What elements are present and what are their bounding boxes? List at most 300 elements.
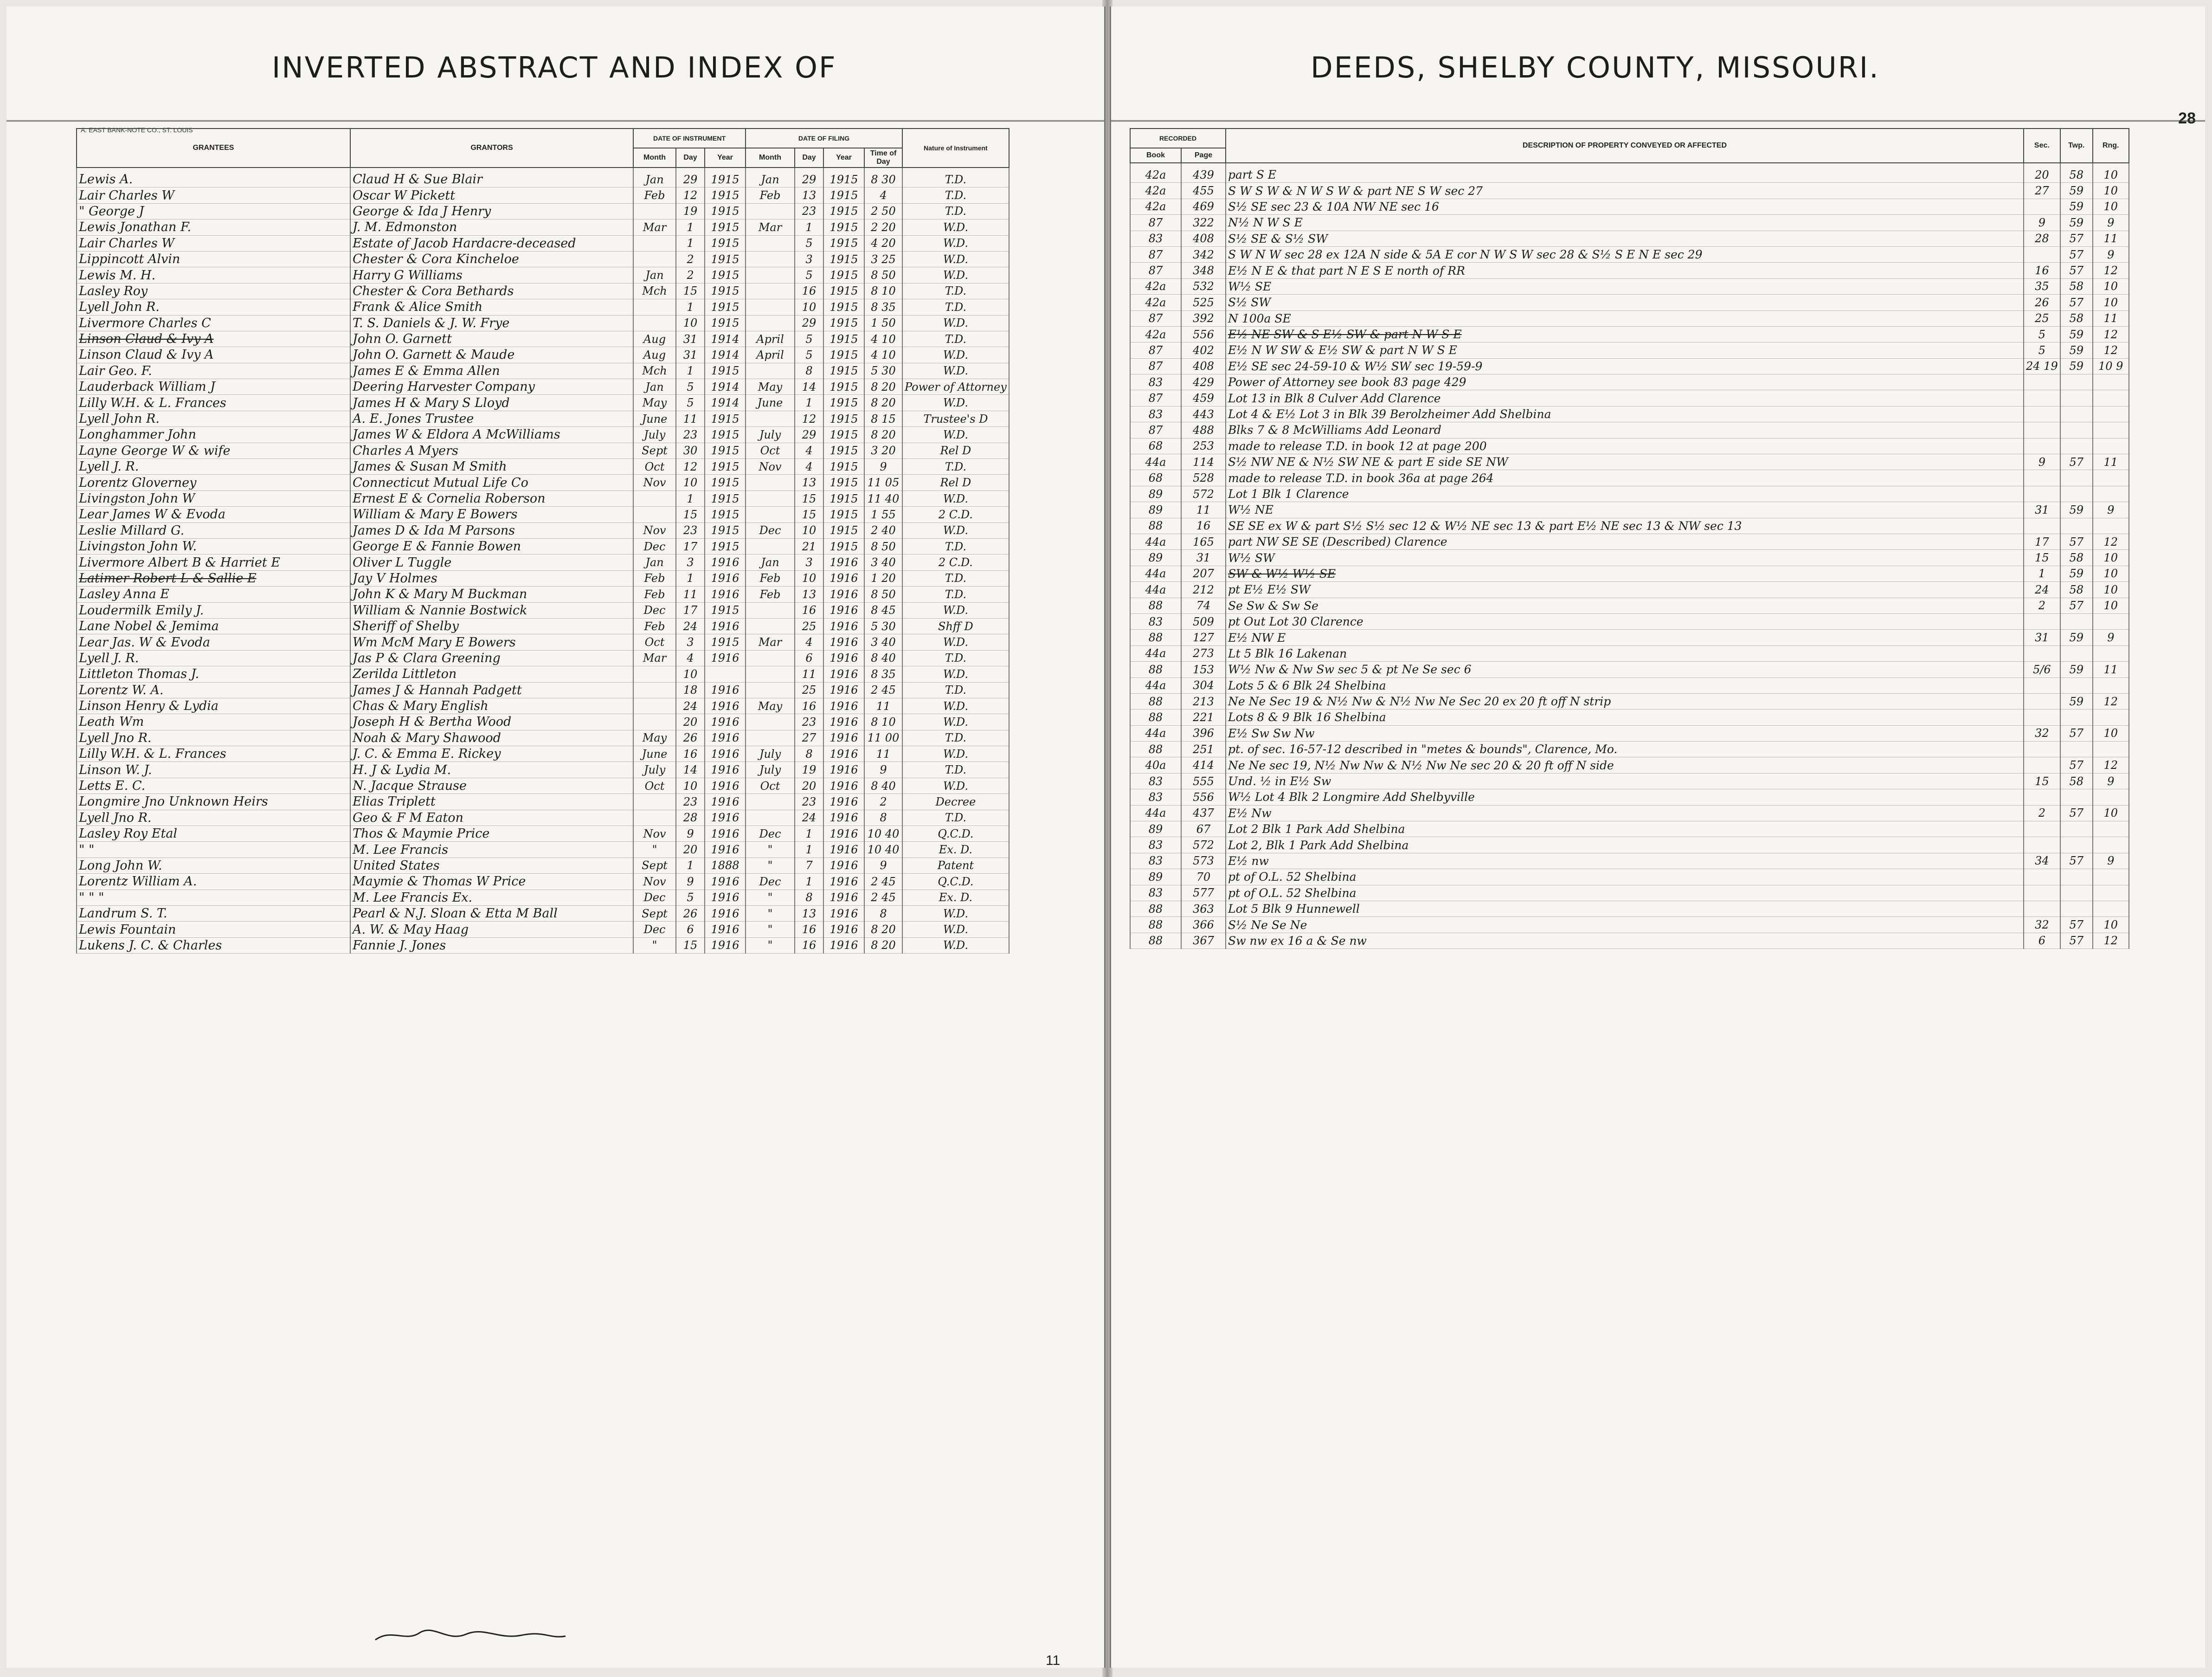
grantor-cell: Claud H & Sue Blair xyxy=(350,168,633,187)
instrument-day-cell: 28 xyxy=(676,810,705,826)
ledger-row xyxy=(77,890,1009,905)
grantee-cell: Livermore Albert B & Harriet E xyxy=(77,555,350,570)
instrument-month-cell xyxy=(633,682,676,698)
page-cell: 304 xyxy=(1181,677,1226,693)
twp-cell: 57 xyxy=(2060,598,2093,613)
rng-cell xyxy=(2093,837,2129,853)
nature-cell: W.D. xyxy=(902,778,1009,793)
twp-cell xyxy=(2060,518,2093,534)
filing-month-cell: Mar xyxy=(746,634,795,650)
description-cell: Power of Attorney see book 83 page 429 xyxy=(1226,374,2024,390)
description-cell: E½ SE sec 24-59-10 & W½ SW sec 19-59-9 xyxy=(1226,358,2024,374)
filing-year-cell: 1915 xyxy=(823,203,864,219)
nature-cell: W.D. xyxy=(902,395,1009,411)
grantor-cell: Jay V Holmes xyxy=(350,570,633,586)
instrument-year-cell: 1916 xyxy=(705,682,746,698)
rng-cell: 10 xyxy=(2093,582,2129,598)
page-cell: 251 xyxy=(1181,742,1226,757)
ledger-row xyxy=(77,203,1009,219)
ledger-row xyxy=(77,587,1009,602)
filing-time-cell: 8 xyxy=(864,905,902,921)
page-cell: 396 xyxy=(1181,725,1226,741)
instrument-month-cell: Jan xyxy=(633,379,676,395)
page-cell: 221 xyxy=(1181,710,1226,725)
filing-time-cell: 1 55 xyxy=(864,507,902,522)
grantor-cell: Estate of Jacob Hardacre-deceased xyxy=(350,235,633,251)
ledger-row xyxy=(1130,295,2129,310)
sec-cell xyxy=(2024,438,2060,454)
ledger-row xyxy=(1130,853,2129,869)
instrument-year-cell: 1915 xyxy=(705,507,746,522)
book-cell: 68 xyxy=(1130,438,1181,454)
sec-cell xyxy=(2024,390,2060,406)
ledger-row xyxy=(77,475,1009,490)
filing-day-cell: 27 xyxy=(795,730,823,746)
instrument-day-cell: 12 xyxy=(676,187,705,203)
ledger-row xyxy=(1130,805,2129,821)
grantor-cell: George E & Fannie Bowen xyxy=(350,538,633,554)
ledger-row xyxy=(77,555,1009,570)
instrument-day-cell: 18 xyxy=(676,682,705,698)
filing-year-cell: 1915 xyxy=(823,235,864,251)
filing-time-cell: 4 xyxy=(864,187,902,203)
nature-cell: W.D. xyxy=(902,698,1009,714)
filing-month-cell xyxy=(746,810,795,826)
filing-month-cell xyxy=(746,794,795,810)
filing-month-cell: Nov xyxy=(746,459,795,475)
instrument-month-cell xyxy=(633,315,676,331)
instrument-day-cell: 20 xyxy=(676,842,705,858)
grantee-cell: Lorentz W. A. xyxy=(77,682,350,698)
handwritten-flourish xyxy=(373,1626,568,1645)
grantee-cell: Lewis M. H. xyxy=(77,267,350,283)
nature-cell: T.D. xyxy=(902,187,1009,203)
twp-cell: 59 xyxy=(2060,630,2093,645)
twp-cell xyxy=(2060,901,2093,916)
instrument-day-cell: 29 xyxy=(676,168,705,187)
description-cell: S½ SE & S½ SW xyxy=(1226,231,2024,246)
rng-cell: 9 xyxy=(2093,502,2129,518)
instrument-day-cell: 19 xyxy=(676,203,705,219)
rng-cell: 12 xyxy=(2093,263,2129,278)
rng-cell xyxy=(2093,677,2129,693)
page-cell: 488 xyxy=(1181,422,1226,438)
book-cell: 44a xyxy=(1130,725,1181,741)
book-cell: 83 xyxy=(1130,837,1181,853)
rng-cell: 10 xyxy=(2093,278,2129,294)
filing-day-cell: 13 xyxy=(795,905,823,921)
description-cell: S½ SW xyxy=(1226,295,2024,310)
instrument-year-cell: 1915 xyxy=(705,522,746,538)
ledger-row xyxy=(77,411,1009,426)
nature-cell: T.D. xyxy=(902,650,1009,666)
rng-cell: 10 xyxy=(2093,598,2129,613)
filing-time-cell: 3 40 xyxy=(864,555,902,570)
sec-cell: 25 xyxy=(2024,310,2060,326)
instrument-day-cell: 5 xyxy=(676,379,705,395)
description-cell: Ne Ne Sec 19 & N½ Nw & N½ Nw Ne Sec 20 ex 20 ft off N strip xyxy=(1226,693,2024,709)
twp-cell: 57 xyxy=(2060,917,2093,933)
sec-cell: 2 xyxy=(2024,598,2060,613)
book-cell: 87 xyxy=(1130,342,1181,358)
nature-cell: T.D. xyxy=(902,331,1009,347)
filing-day-cell: 1 xyxy=(795,395,823,411)
grantor-cell: H. J & Lydia M. xyxy=(350,762,633,778)
ledger-row xyxy=(1130,486,2129,502)
left-ledger-rows xyxy=(77,168,1009,954)
filing-year-cell: 1915 xyxy=(823,459,864,475)
sec-header: Sec. xyxy=(2024,129,2060,163)
filing-day-cell: 4 xyxy=(795,634,823,650)
grantor-cell: A. E. Jones Trustee xyxy=(350,411,633,426)
book-cell: 88 xyxy=(1130,630,1181,645)
rng-cell xyxy=(2093,742,2129,757)
instrument-month-cell: Jan xyxy=(633,267,676,283)
sec-cell: 31 xyxy=(2024,630,2060,645)
filing-month-cell: May xyxy=(746,379,795,395)
filing-month-cell xyxy=(746,714,795,730)
twp-cell: 58 xyxy=(2060,582,2093,598)
instrument-year-cell: 1888 xyxy=(705,858,746,873)
filing-day-cell: 7 xyxy=(795,858,823,873)
grantee-cell: Littleton Thomas J. xyxy=(77,666,350,682)
instrument-year-cell: 1916 xyxy=(705,618,746,634)
description-cell: N½ N W S E xyxy=(1226,215,2024,231)
grantor-cell: Oliver L Tuggle xyxy=(350,555,633,570)
filing-time-cell: 2 45 xyxy=(864,874,902,890)
rng-cell: 10 9 xyxy=(2093,358,2129,374)
filing-time-cell: 3 25 xyxy=(864,251,902,267)
grantor-cell: John O. Garnett & Maude xyxy=(350,347,633,363)
instrument-year-cell: 1915 xyxy=(705,251,746,267)
ledger-row xyxy=(1130,454,2129,470)
description-cell: Lot 5 Blk 9 Hunnewell xyxy=(1226,901,2024,916)
sec-cell: 31 xyxy=(2024,502,2060,518)
rng-cell: 10 xyxy=(2093,199,2129,214)
filing-time-cell: 8 30 xyxy=(864,168,902,187)
ledger-row xyxy=(77,602,1009,618)
rng-cell xyxy=(2093,901,2129,916)
grantee-cell: Livingston John W xyxy=(77,490,350,506)
page-cell: 402 xyxy=(1181,342,1226,358)
sec-cell xyxy=(2024,677,2060,693)
sec-cell: 5 xyxy=(2024,342,2060,358)
description-cell: pt Out Lot 30 Clarence xyxy=(1226,613,2024,629)
book-cell: 83 xyxy=(1130,374,1181,390)
grantor-cell: Oscar W Pickett xyxy=(350,187,633,203)
description-cell: S W N W sec 28 ex 12A N side & 5A E cor N W S W sec 28 & S½ S E N E sec 29 xyxy=(1226,246,2024,262)
filing-year-cell: 1916 xyxy=(823,937,864,953)
filing-time-cell: 9 xyxy=(864,858,902,873)
book-cell: 88 xyxy=(1130,917,1181,933)
grantor-cell: Pearl & N.J. Sloan & Etta M Ball xyxy=(350,905,633,921)
instrument-year-cell: 1916 xyxy=(705,874,746,890)
instrument-day-cell: 26 xyxy=(676,905,705,921)
instrument-day-cell: 1 xyxy=(676,490,705,506)
grantor-cell: Chester & Cora Bethards xyxy=(350,283,633,299)
grantee-cell: Layne George W & wife xyxy=(77,443,350,458)
filing-time-cell: 8 35 xyxy=(864,299,902,315)
filing-year-cell: 1915 xyxy=(823,331,864,347)
instrument-year-cell: 1914 xyxy=(705,331,746,347)
instrument-year-cell: 1915 xyxy=(705,602,746,618)
rng-cell xyxy=(2093,518,2129,534)
grantee-cell: Lewis A. xyxy=(77,168,350,187)
filing-year-cell: 1916 xyxy=(823,826,864,842)
filing-year-cell: 1916 xyxy=(823,682,864,698)
ledger-row xyxy=(1130,246,2129,262)
instrument-day-cell: 15 xyxy=(676,283,705,299)
description-cell: SE SE ex W & part S½ S½ sec 12 & W½ NE sec 13 & part E½ NE sec 13 & NW sec 13 xyxy=(1226,518,2024,534)
book-cell: 87 xyxy=(1130,422,1181,438)
grantee-cell: Linson Claud & Ivy A xyxy=(77,331,350,347)
ledger-row xyxy=(1130,199,2129,214)
instrument-day-cell: 1 xyxy=(676,235,705,251)
sec-cell xyxy=(2024,406,2060,422)
instrument-day-cell: 24 xyxy=(676,618,705,634)
filing-time-cell: 8 50 xyxy=(864,267,902,283)
grantee-cell: Lauderback William J xyxy=(77,379,350,395)
filing-year-cell: 1915 xyxy=(823,490,864,506)
sec-cell: 9 xyxy=(2024,215,2060,231)
instrument-year-cell: 1915 xyxy=(705,411,746,426)
nature-cell: T.D. xyxy=(902,283,1009,299)
ledger-row xyxy=(1130,710,2129,725)
filing-day-cell: 13 xyxy=(795,187,823,203)
filing-month-cell: Feb xyxy=(746,187,795,203)
description-cell: E½ Nw xyxy=(1226,805,2024,821)
filing-year-cell: 1915 xyxy=(823,395,864,411)
filing-day-cell: 3 xyxy=(795,251,823,267)
ledger-row xyxy=(1130,598,2129,613)
book-cell: 87 xyxy=(1130,358,1181,374)
filing-day-cell: 15 xyxy=(795,507,823,522)
ledger-row xyxy=(77,810,1009,826)
filing-month-cell: Feb xyxy=(746,587,795,602)
rng-cell: 10 xyxy=(2093,183,2129,199)
filing-day-cell: 1 xyxy=(795,842,823,858)
ledger-row xyxy=(1130,422,2129,438)
sec-cell xyxy=(2024,422,2060,438)
instrument-year-cell: 1916 xyxy=(705,587,746,602)
instrument-year-cell: 1915 xyxy=(705,283,746,299)
grantor-cell: Elias Triplett xyxy=(350,794,633,810)
sec-cell xyxy=(2024,869,2060,885)
instrument-day-cell: 5 xyxy=(676,890,705,905)
instrument-year-cell: 1914 xyxy=(705,395,746,411)
grantee-cell: Linson Henry & Lydia xyxy=(77,698,350,714)
twp-cell: 57 xyxy=(2060,933,2093,948)
instrument-day-cell: 17 xyxy=(676,602,705,618)
instrument-year-cell: 1915 xyxy=(705,299,746,315)
instrument-month-cell: Oct xyxy=(633,634,676,650)
sec-cell: 24 19 xyxy=(2024,358,2060,374)
filing-month-cell: July xyxy=(746,746,795,762)
sec-cell: 28 xyxy=(2024,231,2060,246)
instrument-month-cell: Aug xyxy=(633,347,676,363)
description-cell: Lot 1 Blk 1 Clarence xyxy=(1226,486,2024,502)
page-cell: 322 xyxy=(1181,215,1226,231)
nature-cell: Q.C.D. xyxy=(902,826,1009,842)
date-instrument-header: DATE OF INSTRUMENT xyxy=(633,129,746,148)
filing-year-cell: 1916 xyxy=(823,842,864,858)
twp-cell: 59 xyxy=(2060,502,2093,518)
ledger-row xyxy=(1130,630,2129,645)
instrument-month-cell: Feb xyxy=(633,618,676,634)
ledger-row xyxy=(1130,917,2129,933)
instrument-day-cell: 31 xyxy=(676,331,705,347)
filing-time-cell: 8 20 xyxy=(864,379,902,395)
instrument-year-cell: 1916 xyxy=(705,714,746,730)
rng-cell: 12 xyxy=(2093,326,2129,342)
sec-cell xyxy=(2024,374,2060,390)
instrument-month-cell: Jan xyxy=(633,168,676,187)
nature-cell: W.D. xyxy=(902,634,1009,650)
instrument-day-cell: 6 xyxy=(676,922,705,937)
filing-time-cell: 5 30 xyxy=(864,618,902,634)
ledger-row xyxy=(1130,358,2129,374)
filing-time-cell: 5 30 xyxy=(864,363,902,379)
filing-day-cell: 19 xyxy=(795,762,823,778)
page-cell: 408 xyxy=(1181,358,1226,374)
filing-day-cell: 13 xyxy=(795,475,823,490)
description-cell: S½ NW NE & N½ SW NE & part E side SE NW xyxy=(1226,454,2024,470)
description-cell: Lot 13 in Blk 8 Culver Add Clarence xyxy=(1226,390,2024,406)
filing-year-cell: 1916 xyxy=(823,810,864,826)
page-cell: 212 xyxy=(1181,582,1226,598)
grantor-cell: A. W. & May Haag xyxy=(350,922,633,937)
page-cell: 556 xyxy=(1181,326,1226,342)
twp-cell xyxy=(2060,406,2093,422)
nature-cell: 2 C.D. xyxy=(902,507,1009,522)
filing-day-cell: 4 xyxy=(795,443,823,458)
filing-month-cell: April xyxy=(746,347,795,363)
instrument-day-cell: 31 xyxy=(676,347,705,363)
filing-day-cell: 10 xyxy=(795,570,823,586)
book-cell: 42a xyxy=(1130,278,1181,294)
filing-day-cell: 11 xyxy=(795,666,823,682)
rng-cell: 10 xyxy=(2093,163,2129,183)
instrument-year-cell: 1916 xyxy=(705,650,746,666)
page-cell: 348 xyxy=(1181,263,1226,278)
page-number: 28 xyxy=(2178,110,2196,127)
rng-cell xyxy=(2093,486,2129,502)
ledger-row xyxy=(1130,645,2129,661)
sec-cell: 32 xyxy=(2024,725,2060,741)
instrument-month-cell: June xyxy=(633,746,676,762)
nature-cell: Power of Attorney xyxy=(902,379,1009,395)
instrument-year-cell: 1915 xyxy=(705,443,746,458)
sec-cell: 15 xyxy=(2024,773,2060,789)
grantors-header: GRANTORS xyxy=(350,129,633,168)
grantee-cell: Lippincott Alvin xyxy=(77,251,350,267)
filing-time-cell: 3 20 xyxy=(864,443,902,458)
ledger-row xyxy=(77,666,1009,682)
twp-cell: 57 xyxy=(2060,534,2093,549)
book-cell: 83 xyxy=(1130,853,1181,869)
book-cell: 42a xyxy=(1130,199,1181,214)
instrument-year-cell: 1915 xyxy=(705,363,746,379)
grantor-cell: T. S. Daniels & J. W. Frye xyxy=(350,315,633,331)
filing-day-cell: 5 xyxy=(795,235,823,251)
ledger-row xyxy=(1130,742,2129,757)
page-cell: 572 xyxy=(1181,486,1226,502)
instrument-month-cell: May xyxy=(633,395,676,411)
nature-cell: T.D. xyxy=(902,587,1009,602)
instrument-day-cell: 3 xyxy=(676,555,705,570)
rng-cell xyxy=(2093,422,2129,438)
sec-cell xyxy=(2024,470,2060,486)
filing-year-cell: 1916 xyxy=(823,650,864,666)
filing-day-cell: 10 xyxy=(795,522,823,538)
page-cell: 127 xyxy=(1181,630,1226,645)
instrument-year-cell: 1915 xyxy=(705,267,746,283)
grantor-cell: Joseph H & Bertha Wood xyxy=(350,714,633,730)
filing-time-cell: 1 20 xyxy=(864,570,902,586)
nature-cell: Ex. D. xyxy=(902,890,1009,905)
footer-number: 11 xyxy=(1046,1653,1061,1668)
sec-cell xyxy=(2024,885,2060,901)
page-cell: 469 xyxy=(1181,199,1226,214)
instrument-year-cell: 1916 xyxy=(705,922,746,937)
nature-cell: T.D. xyxy=(902,810,1009,826)
ledger-row xyxy=(1130,757,2129,773)
twp-cell xyxy=(2060,374,2093,390)
grantee-cell: Lorentz Gloverney xyxy=(77,475,350,490)
sec-cell xyxy=(2024,821,2060,837)
grantor-cell: James H & Mary S Lloyd xyxy=(350,395,633,411)
ledger-row xyxy=(1130,773,2129,789)
ledger-row xyxy=(1130,406,2129,422)
ledger-row xyxy=(77,187,1009,203)
grantor-cell: Wm McM Mary E Bowers xyxy=(350,634,633,650)
rng-cell: 9 xyxy=(2093,215,2129,231)
filing-month-cell xyxy=(746,235,795,251)
grantor-cell: Sheriff of Shelby xyxy=(350,618,633,634)
rng-cell xyxy=(2093,645,2129,661)
instrument-day-cell: 5 xyxy=(676,395,705,411)
nature-cell: Rel D xyxy=(902,475,1009,490)
sec-cell: 5 xyxy=(2024,326,2060,342)
instrument-day-cell: 30 xyxy=(676,443,705,458)
instrument-month-cell: Oct xyxy=(633,778,676,793)
filing-year-cell: 1916 xyxy=(823,905,864,921)
book-cell: 42a xyxy=(1130,183,1181,199)
filing-time-cell: 2 45 xyxy=(864,682,902,698)
filing-year-cell: 1915 xyxy=(823,538,864,554)
filing-year-cell: 1915 xyxy=(823,427,864,443)
grantor-cell: Charles A Myers xyxy=(350,443,633,458)
filing-day-cell: 8 xyxy=(795,363,823,379)
ledger-row xyxy=(77,267,1009,283)
filing-year-cell: 1916 xyxy=(823,890,864,905)
instrument-day-cell: 12 xyxy=(676,459,705,475)
filing-time-cell: 8 10 xyxy=(864,283,902,299)
year-header: Year xyxy=(705,148,746,168)
nature-cell: Trustee's D xyxy=(902,411,1009,426)
instrument-year-cell: 1916 xyxy=(705,826,746,842)
filing-time-cell: 9 xyxy=(864,762,902,778)
page-cell: 455 xyxy=(1181,183,1226,199)
ledger-row xyxy=(77,650,1009,666)
sec-cell xyxy=(2024,789,2060,805)
instrument-month-cell: Nov xyxy=(633,475,676,490)
filing-month-cell: July xyxy=(746,427,795,443)
sec-cell: 15 xyxy=(2024,550,2060,566)
twp-cell: 59 xyxy=(2060,342,2093,358)
ledger-row xyxy=(77,315,1009,331)
filing-month-cell xyxy=(746,490,795,506)
